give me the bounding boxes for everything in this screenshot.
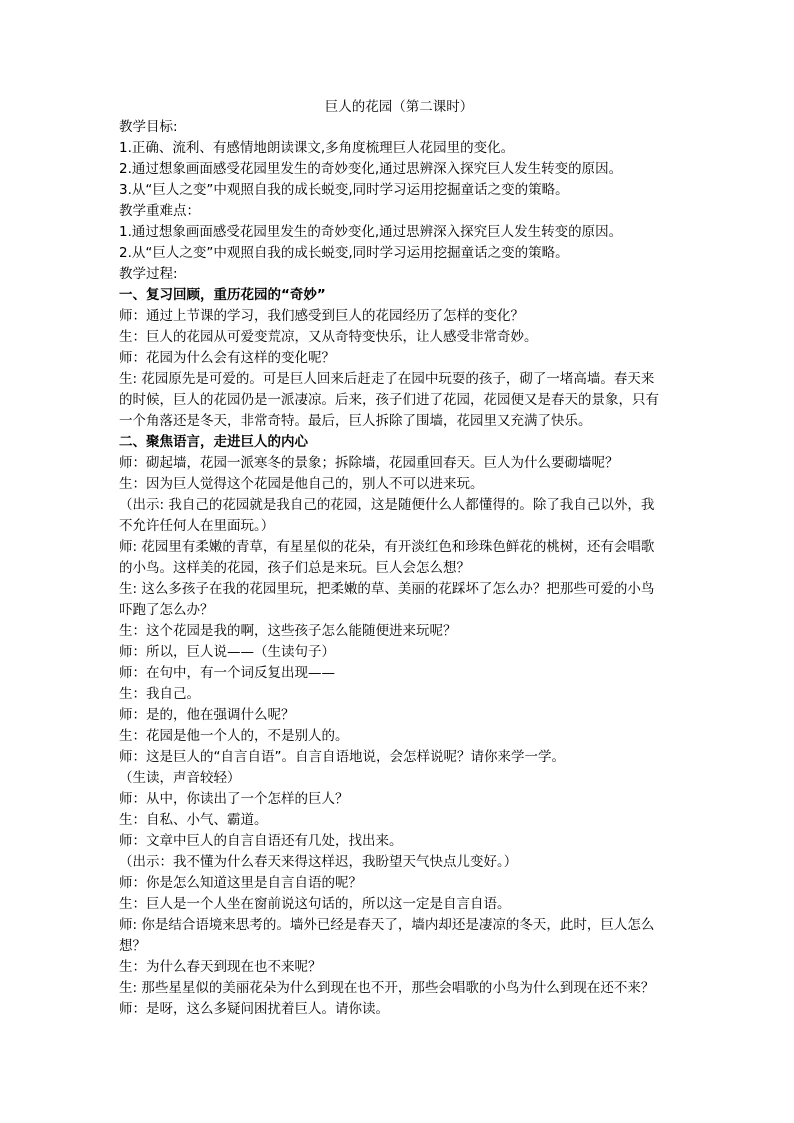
dialogue-line: 师：通过上节课的学习，我们感受到巨人的花园经历了怎样的变化？ xyxy=(119,308,524,324)
goal-item: 2.通过想象画面感受花园里发生的奇妙变化,通过思辨深入探究巨人发生转变的原因。 xyxy=(119,161,623,177)
dialogue-line: 生：这个花园是我的啊，这些孩子怎么能随便进来玩呢？ xyxy=(119,623,457,639)
dialogue-line: 师：砌起墙，花园一派寒冬的景象；拆除墙，花园重回春天。巨人为什么要砌墙呢？ xyxy=(119,455,619,471)
dialogue-line: 生：我自己。 xyxy=(119,686,200,702)
quote-line: （出示: 我自己的花园就是我自己的花园，这是随便什么人都懂得的。除了我自己以外，我 xyxy=(119,497,655,513)
dialogue-line: 师：你是怎么知道这里是自言自语的呢？ xyxy=(119,875,362,891)
section-heading-process: 教学过程: xyxy=(119,266,178,282)
dialogue-line: 师：所以，巨人说——（生读句子） xyxy=(119,644,335,660)
dialogue-line: 生：巨人是一个人坐在窗前说这句话的，所以这一定是自言自语。 xyxy=(119,896,511,912)
quote-line: （出示：我不懂为什么春天来得这样迟，我盼望天气快点儿变好。） xyxy=(119,854,518,870)
dialogue-line: 生：巨人的花园从可爱变荒凉，又从奇特变快乐，让人感受非常奇妙。 xyxy=(119,329,538,345)
quote-line: 不允许任何人在里面玩。） xyxy=(119,518,275,534)
dialogue-line: 一个角落还是冬天，非常奇特。最后，巨人拆除了围墙，花园里又充满了快乐。 xyxy=(119,413,592,429)
dialogue-line: 师：在句中，有一个词反复出现—— xyxy=(119,665,335,681)
dialogue-line: 师：这是巨人的“自言自语”。自言自语地说，会怎样说呢？请你来学一学。 xyxy=(119,749,565,765)
dialogue-line: 生：花园是他一个人的，不是别人的。 xyxy=(119,728,349,744)
dialogue-line: 吓跑了怎么办？ xyxy=(119,602,214,618)
document-title: 巨人的花园（第二课时） xyxy=(324,99,474,115)
key-point-item: 1.通过想象画面感受花园里发生的奇妙变化,通过思辨深入探究巨人发生转变的原因。 xyxy=(119,224,623,240)
dialogue-line: 生：自私、小气、霸道。 xyxy=(119,812,268,828)
document-page xyxy=(119,98,679,1020)
dialogue-line: 师：花园为什么会有这样的变化呢？ xyxy=(119,350,335,366)
dialogue-line: 师: 花园里有柔嫩的青草，有星星似的花朵，有开淡红色和珍珠色鲜花的桃树，还有会唱歌 xyxy=(119,539,655,555)
dialogue-line: 生：因为巨人觉得这个花园是他自己的，别人不可以进来玩。 xyxy=(119,476,484,492)
key-point-item: 2.从“巨人之变”中观照自我的成长蜕变,同时学习运用挖掘童话之变的策略。 xyxy=(119,245,569,261)
dialogue-line: 想？ xyxy=(119,938,146,954)
section-heading-key-points: 教学重难点： xyxy=(119,203,200,219)
dialogue-line: 师：是的，他在强调什么呢？ xyxy=(119,707,295,723)
part-one-heading: 一、复习回顾，重历花园的“奇妙” xyxy=(119,287,326,303)
goal-item: 1.正确、流利、有感情地朗读课文,多角度梳理巨人花园里的变化。 xyxy=(119,140,515,156)
goal-item: 3.从“巨人之变”中观照自我的成长蜕变,同时学习运用挖掘童话之变的策略。 xyxy=(119,182,569,198)
part-two-heading: 二、聚焦语言，走进巨人的内心 xyxy=(119,434,308,450)
dialogue-line: 师：是呀，这么多疑问困扰着巨人。请你读。 xyxy=(119,1001,389,1017)
dialogue-line: 的时候，巨人的花园仍是一派凄凉。后来，孩子们进了花园，花园便又是春天的景象，只有 xyxy=(119,392,659,408)
dialogue-line: 生：为什么春天到现在也不来呢？ xyxy=(119,959,322,975)
dialogue-line: 生: 花园原先是可爱的。可是巨人回来后赶走了在园中玩耍的孩子，砌了一堵高墙。春天来 xyxy=(119,371,655,387)
dialogue-line: 师: 你是结合语境来思考的。墙外已经是春天了，墙内却还是凄凉的冬天，此时，巨人怎么 xyxy=(119,917,655,933)
dialogue-line: 的小鸟。这样美的花园，孩子们总是来玩。巨人会怎么想？ xyxy=(119,560,470,576)
dialogue-line: 师：文章中巨人的自言自语还有几处，找出来。 xyxy=(119,833,403,849)
dialogue-line: 生: 那些星星似的美丽花朵为什么到现在也不开，那些会唱歌的小鸟为什么到现在还不来？ xyxy=(119,980,655,996)
stage-direction: （生读，声音较轻） xyxy=(119,770,241,786)
dialogue-line: 生: 这么多孩子在我的花园里玩，把柔嫩的草、美丽的花踩坏了怎么办？把那些可爱的小鸟 xyxy=(119,581,655,597)
section-heading-goals: 教学目标: xyxy=(119,119,178,135)
dialogue-line: 师：从中，你读出了一个怎样的巨人？ xyxy=(119,791,349,807)
